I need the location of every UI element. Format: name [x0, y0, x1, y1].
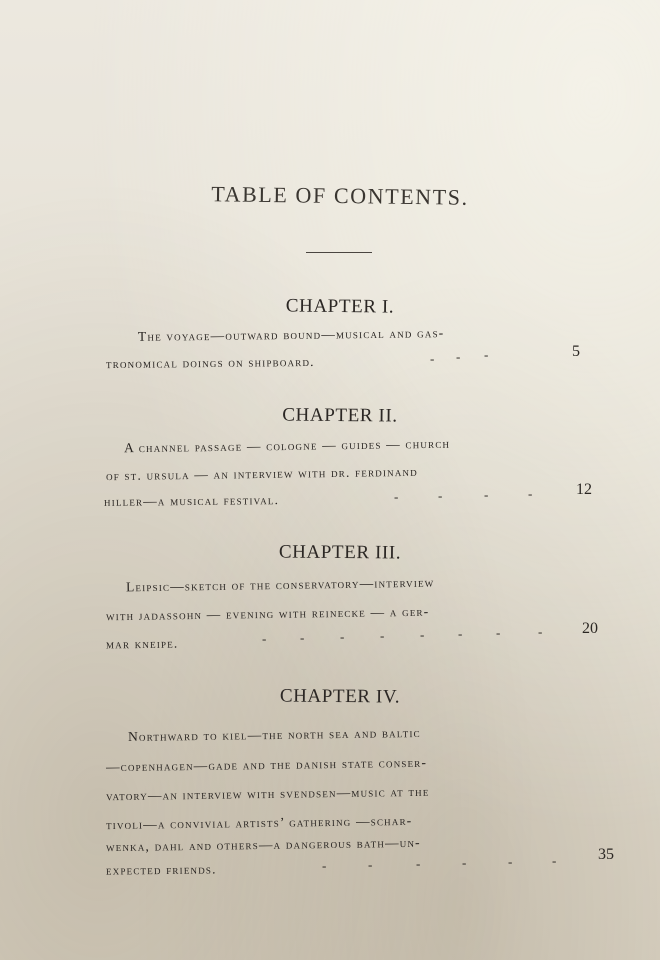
leader-dash: -: [322, 858, 327, 873]
chapter-3-heading: CHAPTER III.: [278, 541, 402, 564]
leader-dash: -: [456, 349, 461, 364]
leader-dash: -: [508, 854, 513, 869]
leader-dash: -: [394, 489, 399, 504]
chapter-3-line-2: with jadassohn — evening with reinecke — a ger-: [105, 603, 430, 624]
leader-dash: -: [300, 630, 305, 645]
chapter-3-page: 20: [582, 620, 598, 637]
chapter-4-heading: CHAPTER IV.: [279, 685, 401, 708]
leader-dash: -: [430, 351, 435, 366]
chapter-3-line-3: mar kneipe.: [105, 635, 179, 652]
leader-dash: -: [484, 347, 489, 362]
leader-dash: -: [340, 629, 345, 644]
leader-dash: -: [416, 856, 421, 871]
chapter-4-line-4: tivoli—a convivial artists’ gathering —schar-: [105, 812, 413, 833]
chapter-4-line-3: vatory—an interview with svendsen—music at the: [105, 783, 430, 804]
chapter-2-page: 12: [576, 481, 592, 498]
leader-dash: -: [462, 855, 467, 870]
chapter-1-page: 5: [572, 343, 580, 360]
toc-title: TABLE OF CONTENTS.: [211, 181, 469, 210]
chapter-4-line-2: —copenhagen—gade and the danish state conser-: [105, 754, 428, 775]
chapter-4-line-1: Northward to kiel—the north sea and baltic: [127, 724, 421, 745]
chapter-4-line-6: expected friends.: [105, 861, 217, 878]
chapter-2-heading: CHAPTER II.: [282, 404, 398, 427]
chapter-4-page: 35: [598, 846, 614, 863]
title-rule: [306, 252, 372, 253]
chapter-4-line-5: wenka, dahl and others—a dangerous bath—un-: [105, 834, 421, 855]
leader-dash: -: [552, 853, 557, 868]
chapter-1-line-2: tronomical doings on shipboard.: [105, 353, 315, 372]
leader-dash: -: [538, 624, 543, 639]
chapter-2-line-1: A channel passage — cologne — guides — church: [123, 435, 451, 456]
leader-dash: -: [438, 488, 443, 503]
chapter-3-line-1: Leipsic—sketch of the conservatory—interview: [125, 574, 435, 595]
leader-dash: -: [368, 857, 373, 872]
leader-dash: -: [458, 626, 463, 641]
leader-dash: -: [262, 631, 267, 646]
leader-dash: -: [528, 486, 533, 501]
leader-dash: -: [496, 625, 501, 640]
chapter-2-line-2: of st. ursula — an interview with dr. ferdinand: [105, 463, 419, 484]
leader-dash: -: [380, 628, 385, 643]
leader-dash: -: [420, 627, 425, 642]
chapter-2-line-3: hiller—a musical festival.: [103, 492, 280, 509]
chapter-1-heading: CHAPTER I.: [285, 295, 395, 318]
leader-dash: -: [484, 487, 489, 502]
chapter-1-line-1: The voyage—outward bound—musical and gas-: [137, 325, 445, 344]
